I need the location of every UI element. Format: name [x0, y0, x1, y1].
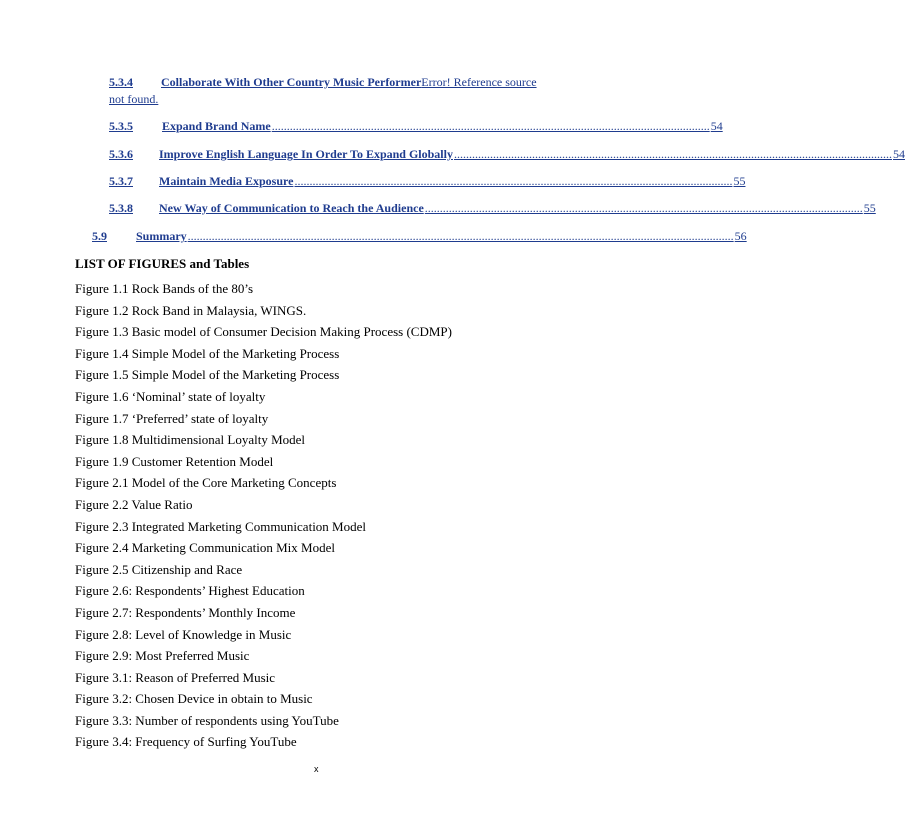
toc-entry-5-3-5[interactable] [109, 118, 723, 134]
figure-list-item: Figure 3.3: Number of respondents using YouTube [75, 712, 339, 728]
toc-entry-title[interactable]: Improve English Language In Order To Expand Globally [159, 147, 453, 161]
page-number: x [314, 764, 319, 774]
toc-page-number[interactable]: 54 [892, 147, 905, 161]
figure-list-item: Figure 1.3 Basic model of Consumer Decision Making Process (CDMP) [75, 324, 452, 340]
toc-entry-title[interactable]: Expand Brand Name [162, 119, 271, 133]
figure-list-item: Figure 1.1 Rock Bands of the 80’s [75, 281, 254, 296]
dot-leader: ...................................................................................................................................................................................... [187, 229, 734, 243]
figure-list-item: Figure 2.9: Most Preferred Music [75, 648, 250, 664]
figure-list-item: Figure 2.1 Model of the Core Marketing Concepts [75, 475, 337, 491]
toc-entry-number: 5.9 [92, 229, 107, 243]
dot-leader: .................................................................................................................................................. [424, 201, 863, 215]
figure-list-item: Figure 2.5 Citizenship and Race [75, 561, 243, 577]
toc-entry-number: 5.3.6 [109, 147, 133, 161]
figure-list-item: Figure 1.6 ‘Nominal’ state of loyalty [75, 388, 266, 404]
toc-entry-5-3-7[interactable] [109, 173, 746, 189]
figure-list-item: Figure 2.6: Respondents’ Highest Education [75, 583, 305, 599]
toc-entry-number: 5.3.7 [109, 174, 133, 188]
toc-entry-5-3-4[interactable] [109, 74, 559, 108]
figure-list-item: Figure 2.2 Value Ratio [75, 496, 193, 512]
toc-entry-title[interactable]: New Way of Communication to Reach the Audience [159, 201, 424, 215]
toc-entry-5-9[interactable] [92, 228, 747, 244]
reference-error-text-continued: not found. [109, 92, 159, 106]
toc-page-number[interactable]: 56 [734, 229, 747, 243]
toc-entry-number: 5.3.5 [109, 119, 133, 133]
figure-list-item: Figure 3.2: Chosen Device in obtain to Music [75, 691, 313, 707]
toc-entry-number: 5.3.8 [109, 201, 133, 215]
figure-list-item: Figure 1.7 ‘Preferred’ state of loyalty [75, 410, 269, 426]
figure-list-item: Figure 3.4: Frequency of Surfing YouTube [75, 734, 297, 750]
toc-entry-5-3-6[interactable] [109, 146, 905, 162]
toc-page-number[interactable]: 55 [733, 174, 746, 188]
reference-error-text: Error! Reference source [421, 75, 537, 89]
toc-entry-title[interactable]: Maintain Media Exposure [159, 174, 294, 188]
toc-entry-number: 5.3.4 [109, 75, 133, 89]
toc-page-number[interactable]: 55 [863, 201, 876, 215]
toc-entry-5-3-8[interactable] [109, 200, 876, 216]
figure-list-item: Figure 2.4 Marketing Communication Mix Model [75, 540, 335, 556]
dot-leader: .................................................................................................................................................. [271, 119, 710, 133]
figure-list-item: Figure 1.8 Multidimensional Loyalty Model [75, 432, 306, 448]
figure-list-item: Figure 2.8: Level of Knowledge in Music [75, 626, 292, 642]
figure-list-item: Figure 1.5 Simple Model of the Marketing Process [75, 367, 340, 383]
figure-list-item: Figure 2.7: Respondents’ Monthly Income [75, 604, 296, 620]
list-of-figures-heading: LIST OF FIGURES and Tables [75, 256, 250, 271]
toc-entry-title[interactable]: Summary [136, 229, 187, 243]
toc-page-number[interactable]: 54 [710, 119, 723, 133]
figure-list-item: Figure 3.1: Reason of Preferred Music [75, 669, 276, 685]
figure-list [75, 278, 452, 753]
figure-list-item: Figure 1.9 Customer Retention Model [75, 453, 274, 469]
toc-entry-title[interactable]: Collaborate With Other Country Music Performer [161, 75, 422, 89]
dot-leader: .................................................................................................................................................. [294, 174, 733, 188]
figure-list-item: Figure 1.4 Simple Model of the Marketing Process [75, 345, 340, 361]
dot-leader: .................................................................................................................................................. [453, 147, 892, 161]
figure-list-item: Figure 1.2 Rock Band in Malaysia, WINGS. [75, 302, 307, 318]
figure-list-item: Figure 2.3 Integrated Marketing Communication Model [75, 518, 366, 534]
